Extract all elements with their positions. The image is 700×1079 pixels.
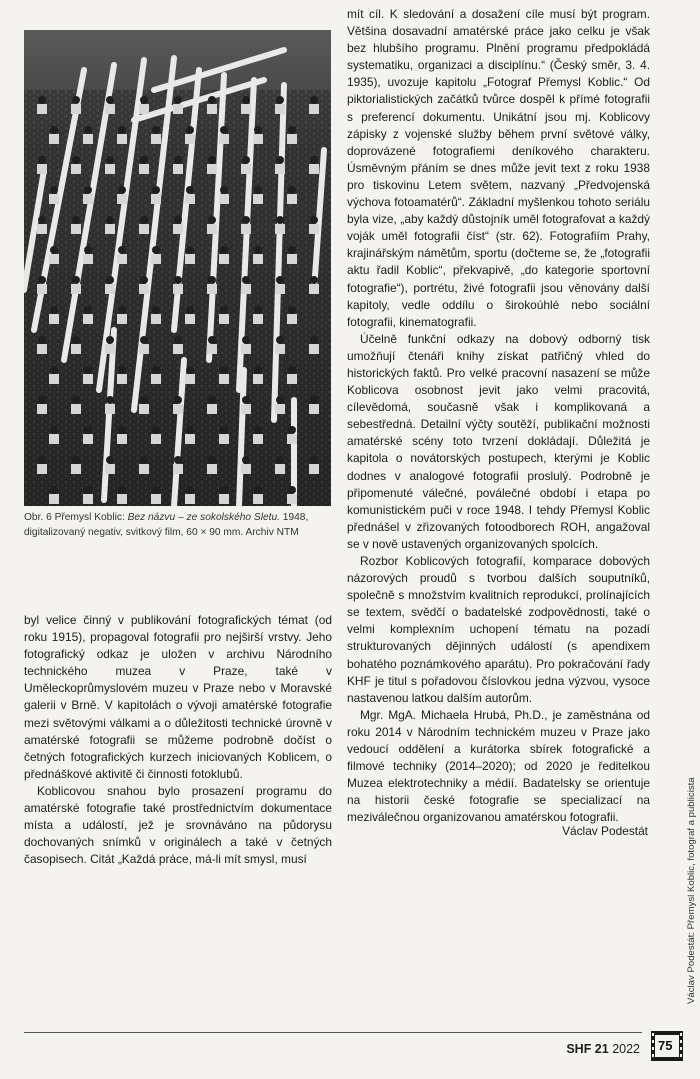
gymnast-head (38, 276, 46, 284)
gymnast-head (220, 306, 228, 314)
gymnast-shirt (49, 194, 59, 204)
gymnast-shirt (71, 344, 81, 354)
gymnast-shirt (241, 164, 251, 174)
gymnast-shirt (241, 344, 251, 354)
gymnast-shirt (105, 404, 115, 414)
gymnast-shirt (309, 224, 319, 234)
gymnast-shirt (275, 104, 285, 114)
gymnast-shirt (151, 194, 161, 204)
gymnast-head (72, 156, 80, 164)
gymnast-head (186, 126, 194, 134)
gymnast-shirt (71, 464, 81, 474)
footer-journal-label (566, 1042, 640, 1056)
sokol-slet-photograph (24, 30, 331, 506)
gymnast-shirt (185, 314, 195, 324)
gymnast-head (140, 456, 148, 464)
gymnast-head (310, 276, 318, 284)
gymnast-shirt (253, 434, 263, 444)
gymnast-shirt (275, 164, 285, 174)
gymnast-shirt (173, 224, 183, 234)
gymnast-shirt (253, 314, 263, 324)
gymnast-head (84, 306, 92, 314)
gymnast-shirt (219, 434, 229, 444)
paragraph: Koblicovou snahou bylo prosazení programu do amatérské fotografie také prostřednictvím dokumentace místa a událostí, jež je srovnáváno na půdorysu dochovaných snímků v originálech a také v četných časopisech. Citát „Každá práce, má-li mít smysl, musí (24, 783, 332, 867)
gymnast-shirt (219, 194, 229, 204)
gymnast-head (288, 426, 296, 434)
paragraph: Rozbor Koblicových fotografií, komparace dobových názorových proudů s tvorbou dalších souputníků, společně s množstvím kvalitních reprodukcí, prolínajících se textem, svědčí o badatelské zodpovědnosti, také o velmi komplexním uchopení tématu na pozadí strukturovaných dějinných událostí (s apendixem bohatého poznámkového aparátu). Pro pokračování řady KHF je titul s pořadovou číslovkou jedna výzvou, vysoce nastavenou latkou dalším autorům. (347, 554, 650, 705)
gymnast-shirt (253, 374, 263, 384)
gymnast-shirt (117, 314, 127, 324)
gymnast-head (220, 186, 228, 194)
gymnast-head (220, 426, 228, 434)
gymnast-head (118, 126, 126, 134)
gymnast-shirt (105, 224, 115, 234)
gymnast-head (186, 186, 194, 194)
gymnast-shirt (241, 224, 251, 234)
gymnast-head (50, 306, 58, 314)
gymnast-head (106, 336, 114, 344)
gymnast-head (186, 486, 194, 494)
gymnast-shirt (219, 254, 229, 264)
gymnast-head (254, 246, 262, 254)
gymnast-head (106, 156, 114, 164)
gymnast-shirt (173, 344, 183, 354)
gymnast-shirt (275, 284, 285, 294)
gymnast-shirt (185, 134, 195, 144)
gymnast-shirt (83, 314, 93, 324)
gymnast-shirt (37, 464, 47, 474)
gymnast-head (72, 336, 80, 344)
gymnast-head (152, 306, 160, 314)
gymnast-shirt (117, 254, 127, 264)
gymnast-head (106, 276, 114, 284)
gymnast-shirt (185, 494, 195, 504)
gymnast-shirt (207, 404, 217, 414)
gymnast-shirt (241, 284, 251, 294)
gymnast-head (288, 246, 296, 254)
gymnast-shirt (139, 464, 149, 474)
gymnast-shirt (253, 194, 263, 204)
gymnast-head (84, 246, 92, 254)
paragraph: Účelně funkční odkazy na dobový odborný tisk umožňují čtenáři knihy získat patřičný vhled do historických faktů. Pro velké pracovní nasazení se může Koblicova osobnost jevit jako velmi pracovitá, cílevědomá, současně však i komplikovaná a sebestředná. Detailní výčty soutěží, publikační možnosti amatérské scény toto tvrzení dokládají. Důležitá je kapitola o novátorských postupech, kterými je Koblic dodnes v analogové fotografii proslulý. Podrobně je připomenuté válečné, poválečné období i etapa po komunistickém puči v roce 1948. I tehdy Přemysl Koblic přednášel v zřizovaných fotoodborech ROH, angažoval se v nově ustavených organizovaných spolcích. (347, 331, 650, 551)
right-text-column (347, 6, 650, 827)
gymnast-head (84, 126, 92, 134)
journal-issue: SHF 21 (566, 1042, 609, 1056)
page-number-badge (648, 1030, 686, 1062)
gymnast-shirt (241, 104, 251, 114)
gymnast-shirt (151, 374, 161, 384)
gymnast-shirt (139, 164, 149, 174)
gymnast-shirt (309, 104, 319, 114)
gymnast-head (50, 486, 58, 494)
gymnast-shirt (151, 254, 161, 264)
gymnast-head (310, 396, 318, 404)
gymnast-shirt (105, 164, 115, 174)
caption-details: 1948, digitalizovaný negativ, svitkový film, 60 × 90 mm. Archiv NTM (24, 512, 309, 538)
gymnast-head (220, 126, 228, 134)
gymnast-shirt (219, 134, 229, 144)
gymnast-head (106, 216, 114, 224)
gymnast-shirt (49, 434, 59, 444)
gymnast-shirt (309, 404, 319, 414)
gymnast-shirt (49, 374, 59, 384)
gymnast-head (72, 276, 80, 284)
gymnast-head (288, 186, 296, 194)
gymnast-head (310, 336, 318, 344)
gymnast-shirt (241, 464, 251, 474)
gymnast-shirt (287, 374, 297, 384)
gymnast-head (50, 126, 58, 134)
gymnast-head (288, 306, 296, 314)
gymnast-head (72, 396, 80, 404)
gymnast-head (254, 306, 262, 314)
gymnast-shirt (83, 374, 93, 384)
gymnast-head (84, 186, 92, 194)
gymnast-shirt (71, 224, 81, 234)
gymnast-head (152, 126, 160, 134)
gymnast-head (254, 366, 262, 374)
caption-prefix: Obr. 6 Přemysl Koblic: (24, 512, 128, 523)
gymnast-head (208, 156, 216, 164)
gymnast-head (276, 396, 284, 404)
gymnast-shirt (37, 224, 47, 234)
page-number: 75 (658, 1038, 673, 1053)
gymnast-head (276, 336, 284, 344)
gymnast-shirt (151, 434, 161, 444)
gymnast-head (50, 186, 58, 194)
gymnast-shirt (185, 254, 195, 264)
gymnast-head (174, 276, 182, 284)
gymnast-head (242, 336, 250, 344)
gymnast-shirt (139, 224, 149, 234)
gymnast-shirt (139, 344, 149, 354)
gymnast-shirt (105, 344, 115, 354)
gymnast-head (288, 366, 296, 374)
gymnast-head (106, 96, 114, 104)
gymnast-shirt (37, 164, 47, 174)
gymnast-shirt (49, 134, 59, 144)
gymnast-head (186, 306, 194, 314)
gymnast-head (38, 456, 46, 464)
gymnast-head (118, 306, 126, 314)
gymnast-head (84, 486, 92, 494)
gymnast-shirt (105, 104, 115, 114)
gymnast-shirt (37, 404, 47, 414)
gymnast-head (276, 216, 284, 224)
gymnast-head (242, 456, 250, 464)
gymnast-head (254, 186, 262, 194)
gymnast-shirt (275, 464, 285, 474)
gymnast-head (84, 366, 92, 374)
gymnast-shirt (253, 254, 263, 264)
gymnast-head (254, 426, 262, 434)
gymnast-head (276, 96, 284, 104)
gymnast-head (276, 456, 284, 464)
gymnast-shirt (309, 344, 319, 354)
gymnast-head (140, 216, 148, 224)
gymnast-head (152, 246, 160, 254)
gymnast-head (50, 366, 58, 374)
gymnast-head (220, 486, 228, 494)
gymnast-head (118, 186, 126, 194)
paragraph: mít cíl. K sledování a dosažení cíle musí být program. Většina dosavadní amatérské práce jako celku je však bez hlubšího programu. Plnění programu předpokládá systematiku, organizaci a disciplínu.“ (Český směr, 3. 4. 1935), uvozuje kapitolu „Fotograf Přemysl Koblic.“ Od piktorialistických začátků tvůrce dospěl k přímé fotografii s preferencí dokumentu. Unikátní jsou mj. Koblicovy zápisky z vojenské služby během první světové války, doprovázené fotografiemi deníkového charakteru. Úsměvným přáním se dnes může jevit text z roku 1938 pro tiskovinu Letem světem, nazvaný „Předvojenská výchova fotoamatérů“. Základní myšlenkou tohoto seriálu byla vize, „aby každý důstojník uměl fotografovat a každý voják uměl fotografii číst“ (str. 62). Fotografiím Prahy, krajinářským námětům, sportu (dočteme se, že „fotografii aktu řadil Koblic“, překvapivě, „do kategorie sportovní fotografie“), portrétu, živé fotografii jsou věnovány další kapitoly, vedle oddílu o širokoúhlé nebo sociální fotografii, kinematografii. (347, 7, 650, 329)
gymnast-shirt (83, 134, 93, 144)
gymnast-shirt (309, 164, 319, 174)
gymnast-head (50, 246, 58, 254)
gymnast-shirt (71, 164, 81, 174)
photo-image (24, 30, 331, 506)
gymnast-shirt (83, 254, 93, 264)
gymnast-head (310, 456, 318, 464)
gymnast-shirt (105, 284, 115, 294)
gymnast-shirt (83, 434, 93, 444)
gymnast-head (72, 456, 80, 464)
paragraph: Mgr. MgA. Michaela Hrubá, Ph.D., je zaměstnána od roku 2014 v Národním technickém muzeu v Praze jako vedoucí oddělení a kurátorka sbírek fotografické a filmové techniky (2014–2020); od 2020 je ředitelkou Muzea elektrotechniky a médií. Badatelsky se orientuje na historii české fotografie se specializací na meziválečnou organizovanou amatérskou fotografii. (347, 707, 650, 825)
gymnast-head (38, 336, 46, 344)
gymnast-head (310, 216, 318, 224)
gymnast-head (208, 216, 216, 224)
gymnast-shirt (83, 194, 93, 204)
gymnast-shirt (241, 404, 251, 414)
gymnast-head (208, 396, 216, 404)
gymnast-shirt (71, 104, 81, 114)
gymnast-head (276, 156, 284, 164)
gymnast-head (106, 456, 114, 464)
gymnast-head (152, 426, 160, 434)
gymnast-head (288, 126, 296, 134)
gymnast-head (242, 156, 250, 164)
gymnast-shirt (173, 404, 183, 414)
gymnast-shirt (253, 494, 263, 504)
gymnast-shirt (37, 344, 47, 354)
gymnast-head (276, 276, 284, 284)
gymnast-shirt (173, 104, 183, 114)
gymnast-head (254, 486, 262, 494)
gymnast-head (84, 426, 92, 434)
gymnast-head (118, 366, 126, 374)
gymnast-head (106, 396, 114, 404)
gymnast-head (50, 426, 58, 434)
gymnast-shirt (185, 374, 195, 384)
gymnast-shirt (219, 494, 229, 504)
gymnast-shirt (287, 494, 297, 504)
gymnast-head (152, 366, 160, 374)
gymnast-shirt (151, 494, 161, 504)
gymnast-shirt (219, 374, 229, 384)
journal-year: 2022 (608, 1042, 640, 1056)
gymnast-shirt (173, 164, 183, 174)
gymnast-shirt (309, 284, 319, 294)
gymnast-shirt (139, 284, 149, 294)
gymnast-shirt (253, 134, 263, 144)
gymnast-head (242, 396, 250, 404)
gymnast-head (186, 246, 194, 254)
gymnast-head (254, 126, 262, 134)
gymnast-head (118, 246, 126, 254)
gymnast-head (310, 96, 318, 104)
gymnast-head (118, 426, 126, 434)
gymnast-shirt (173, 464, 183, 474)
gymnast-shirt (117, 494, 127, 504)
gymnast-head (118, 486, 126, 494)
gymnast-shirt (309, 464, 319, 474)
gymnast-shirt (287, 194, 297, 204)
gymnast-shirt (275, 404, 285, 414)
paragraph: byl velice činný v publikování fotografických témat (od roku 1915), propagoval fotografii pro nejširší vrstvy. Jeho fotografický odkaz je uložen v archivu Národního technického muzea v Praze, také v Uměleckoprůmyslovém muzeu v Praze nebo v Moravské galerii v Brně. V kapitolách o vývoji amatérské fotografie mezi světovými válkami a o důležitosti technické úrovně v amatérské fotografii se můžeme podrobně dočíst o četných fotografických kurzech iniciovaných Koblicem, o přednáškové aktivitě či činnosti fotoklubů. (24, 613, 332, 781)
gymnast-head (208, 336, 216, 344)
side-running-credit: Václav Podestát: Přemysl Koblic, fotograf a publicista (686, 777, 697, 1004)
caption-title: Bez názvu – ze sokolského Sletu. (127, 512, 280, 523)
gymnast-head (140, 156, 148, 164)
gymnast-shirt (207, 284, 217, 294)
gymnast-shirt (71, 404, 81, 414)
gymnast-shirt (207, 164, 217, 174)
gymnast-shirt (219, 314, 229, 324)
gymnast-head (152, 486, 160, 494)
gymnast-shirt (207, 344, 217, 354)
gymnast-shirt (139, 104, 149, 114)
gymnast-head (152, 186, 160, 194)
gymnast-shirt (139, 404, 149, 414)
gymnast-shirt (185, 434, 195, 444)
gymnast-head (174, 96, 182, 104)
gymnast-head (242, 96, 250, 104)
gymnast-head (242, 276, 250, 284)
gymnast-shirt (287, 134, 297, 144)
gymnast-head (140, 276, 148, 284)
gymnast-shirt (207, 224, 217, 234)
gymnast-head (174, 156, 182, 164)
gymnast-shirt (287, 434, 297, 444)
gymnast-head (208, 96, 216, 104)
gymnast-shirt (151, 314, 161, 324)
gymnast-shirt (117, 434, 127, 444)
gymnast-shirt (275, 344, 285, 354)
gymnast-head (72, 96, 80, 104)
photo-caption (24, 511, 332, 540)
gymnast-shirt (37, 104, 47, 114)
gymnast-shirt (117, 374, 127, 384)
gymnast-shirt (151, 134, 161, 144)
gymnast-shirt (207, 104, 217, 114)
gymnast-head (310, 156, 318, 164)
gymnast-head (140, 96, 148, 104)
gymnast-head (38, 156, 46, 164)
gymnast-head (174, 456, 182, 464)
gymnast-head (38, 96, 46, 104)
gymnast-shirt (83, 494, 93, 504)
gymnast-shirt (117, 134, 127, 144)
gymnast-shirt (71, 284, 81, 294)
gymnast-head (140, 396, 148, 404)
gymnast-shirt (49, 254, 59, 264)
gymnast-head (174, 216, 182, 224)
gymnast-head (186, 426, 194, 434)
gymnast-head (208, 456, 216, 464)
gymnast-head (38, 216, 46, 224)
gymnast-shirt (173, 284, 183, 294)
gymnast-shirt (37, 284, 47, 294)
gymnast-head (220, 246, 228, 254)
author-signature: Václav Podestát (562, 824, 648, 838)
gymnast-head (208, 276, 216, 284)
gymnast-head (174, 396, 182, 404)
gymnast-head (288, 486, 296, 494)
gymnast-shirt (117, 194, 127, 204)
gymnast-head (220, 366, 228, 374)
gymnast-shirt (49, 314, 59, 324)
gymnast-shirt (287, 254, 297, 264)
left-text-column (24, 612, 332, 868)
gymnast-head (72, 216, 80, 224)
footer-divider (24, 1032, 642, 1033)
gymnast-shirt (275, 224, 285, 234)
gymnast-head (140, 336, 148, 344)
gymnast-shirt (185, 194, 195, 204)
gymnast-shirt (207, 464, 217, 474)
gymnast-shirt (105, 464, 115, 474)
gymnast-shirt (287, 314, 297, 324)
gymnast-shirt (49, 494, 59, 504)
gymnast-head (174, 336, 182, 344)
gymnast-head (38, 396, 46, 404)
gymnast-head (242, 216, 250, 224)
gymnast-head (186, 366, 194, 374)
